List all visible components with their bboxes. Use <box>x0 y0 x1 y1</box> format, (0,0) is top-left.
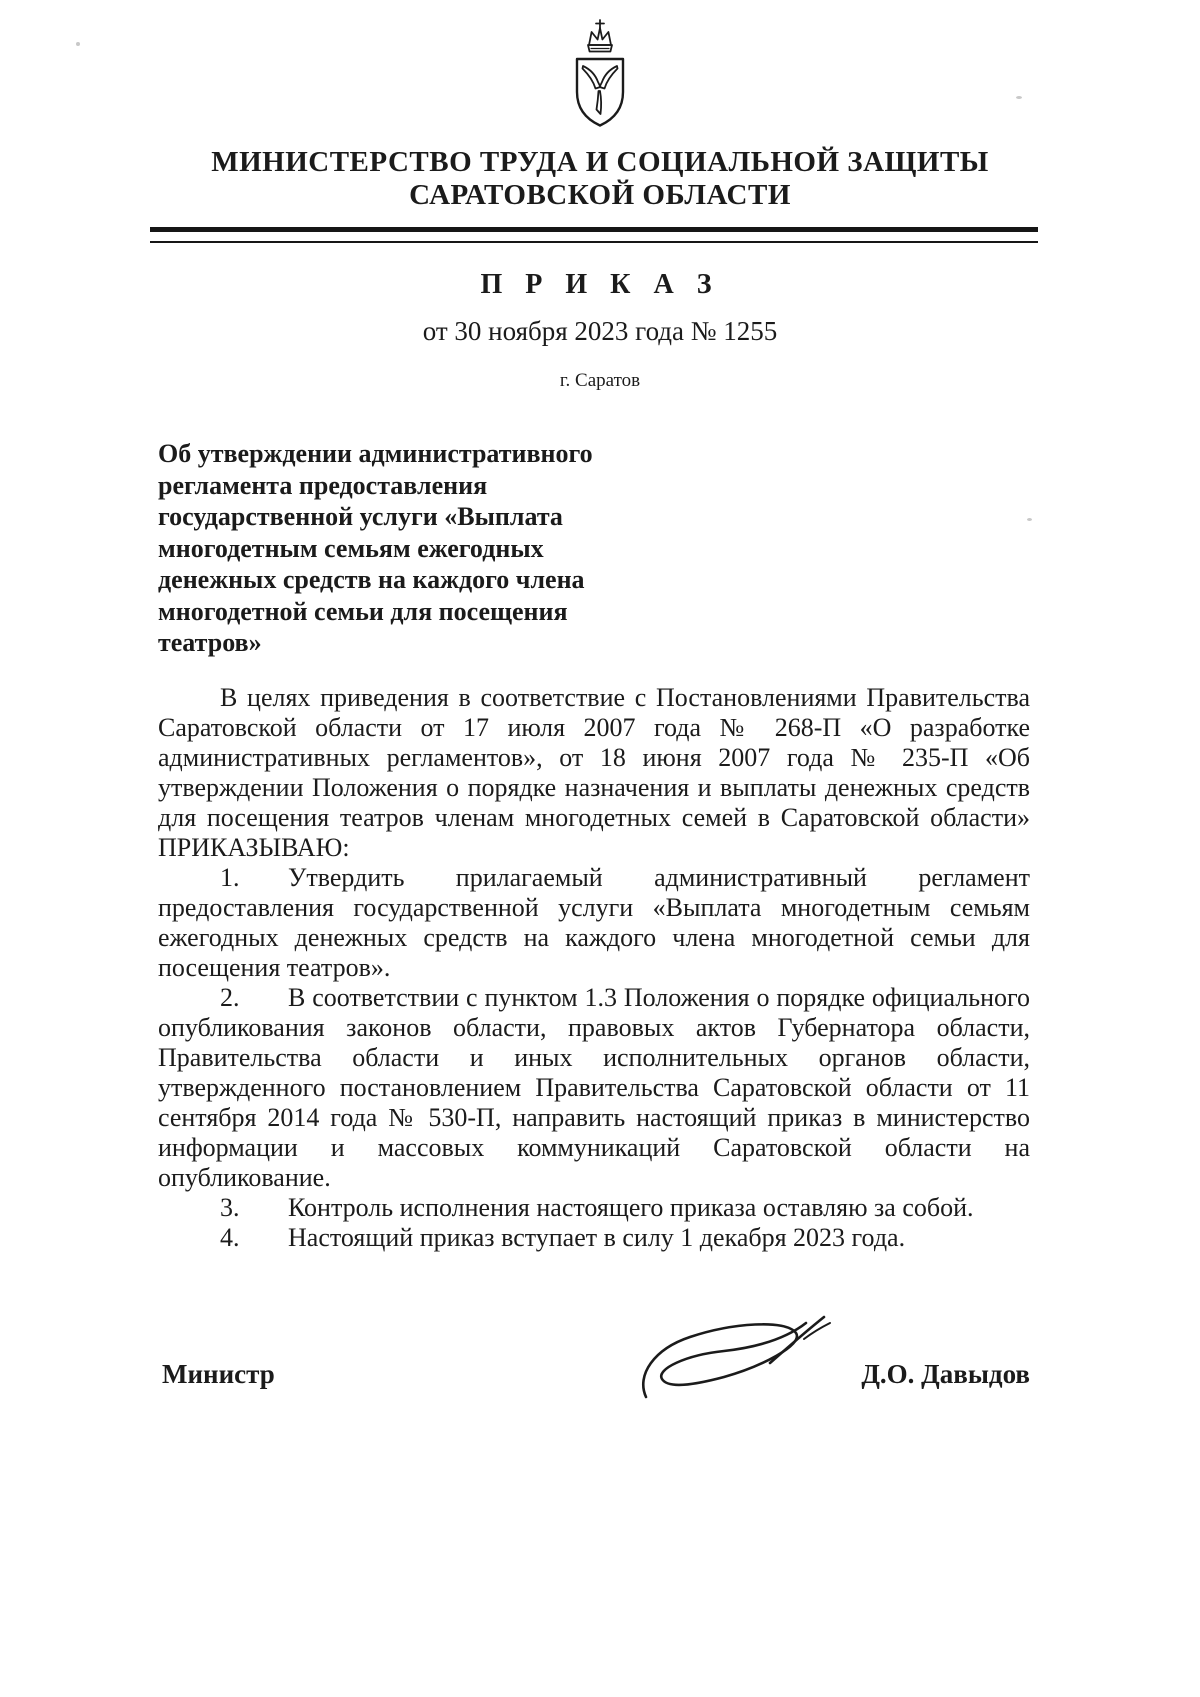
order-item-number: 4. <box>220 1222 240 1252</box>
order-item-text: Настоящий приказ вступает в силу 1 декабря 2023 года. <box>288 1222 906 1252</box>
order-item-2 <box>158 983 1030 1193</box>
header-rule-thin <box>150 241 1038 243</box>
ministry-name-line1: МИНИСТЕРСТВО ТРУДА И СОЦИАЛЬНОЙ ЗАЩИТЫ <box>211 146 989 178</box>
signature-block <box>158 1345 1030 1465</box>
intro-paragraph: В целях приведения в соответствие с Постановлениями Правительства Саратовской области от 17 июля 2007 года № 268-П «О разработке административных регламентов», от 18 июня 2007 года № 235-П «Об утверждении Положения о порядке назначения и выплаты денежных средств для посещения театров членам многодетных семей в Саратовской области» ПРИКАЗЫВАЮ: <box>158 682 1030 862</box>
document-subject: Об утверждении административного регламента предоставления государственной услуги «Выплата многодетным семьям ежегодных денежных средств на каждого члена многодетной семьи для посещения театров» <box>158 439 593 657</box>
order-item-text: Утвердить прилагаемый административный регламент предоставления государственной услуги «Выплата многодетным семьям ежегодных денежных средств на каждого члена многодетной семьи для посещения театров». <box>158 862 1030 982</box>
document-body <box>158 683 1030 1253</box>
coat-of-arms <box>0 0 1200 138</box>
signer-name: Д.О. Давыдов <box>861 1358 1030 1389</box>
order-item-text: Контроль исполнения настоящего приказа оставляю за собой. <box>288 1192 974 1222</box>
order-item-text: В соответствии с пунктом 1.3 Положения о порядке официального опубликования законов области, правовых актов Губернатора области, Правительства области и иных исполнительных органов области, утвержденного постановлением Правительства Саратовской области от 11 сентября 2014 года № 530-П, направить настоящий приказ в министерство информации и массовых коммуникаций Саратовской области на опубликование. <box>158 982 1030 1192</box>
document-title: П Р И К А З <box>480 269 720 300</box>
document-date-number: от 30 ноября 2023 года № 1255 <box>422 316 778 346</box>
order-item-number: 1. <box>220 862 240 892</box>
document-content <box>0 438 1200 1465</box>
order-item-number: 3. <box>220 1192 240 1222</box>
saratov-coat-of-arms-icon <box>560 18 640 138</box>
header-rule <box>150 227 1038 243</box>
ministry-name <box>0 146 1200 212</box>
signer-position: Министр <box>162 1358 275 1389</box>
document-place: г. Саратов <box>559 370 641 391</box>
order-item-1 <box>158 863 1030 983</box>
scan-speck <box>1016 96 1022 99</box>
scan-speck <box>1027 518 1032 521</box>
minister-signature-icon <box>628 1293 848 1433</box>
order-item-4 <box>158 1223 1030 1253</box>
scan-speck <box>76 42 80 46</box>
ministry-name-line2: САРАТОВСКОЙ ОБЛАСТИ <box>409 179 791 211</box>
order-item-3 <box>158 1193 1030 1223</box>
order-item-number: 2. <box>220 982 240 1012</box>
header-rule-thick <box>150 227 1038 232</box>
